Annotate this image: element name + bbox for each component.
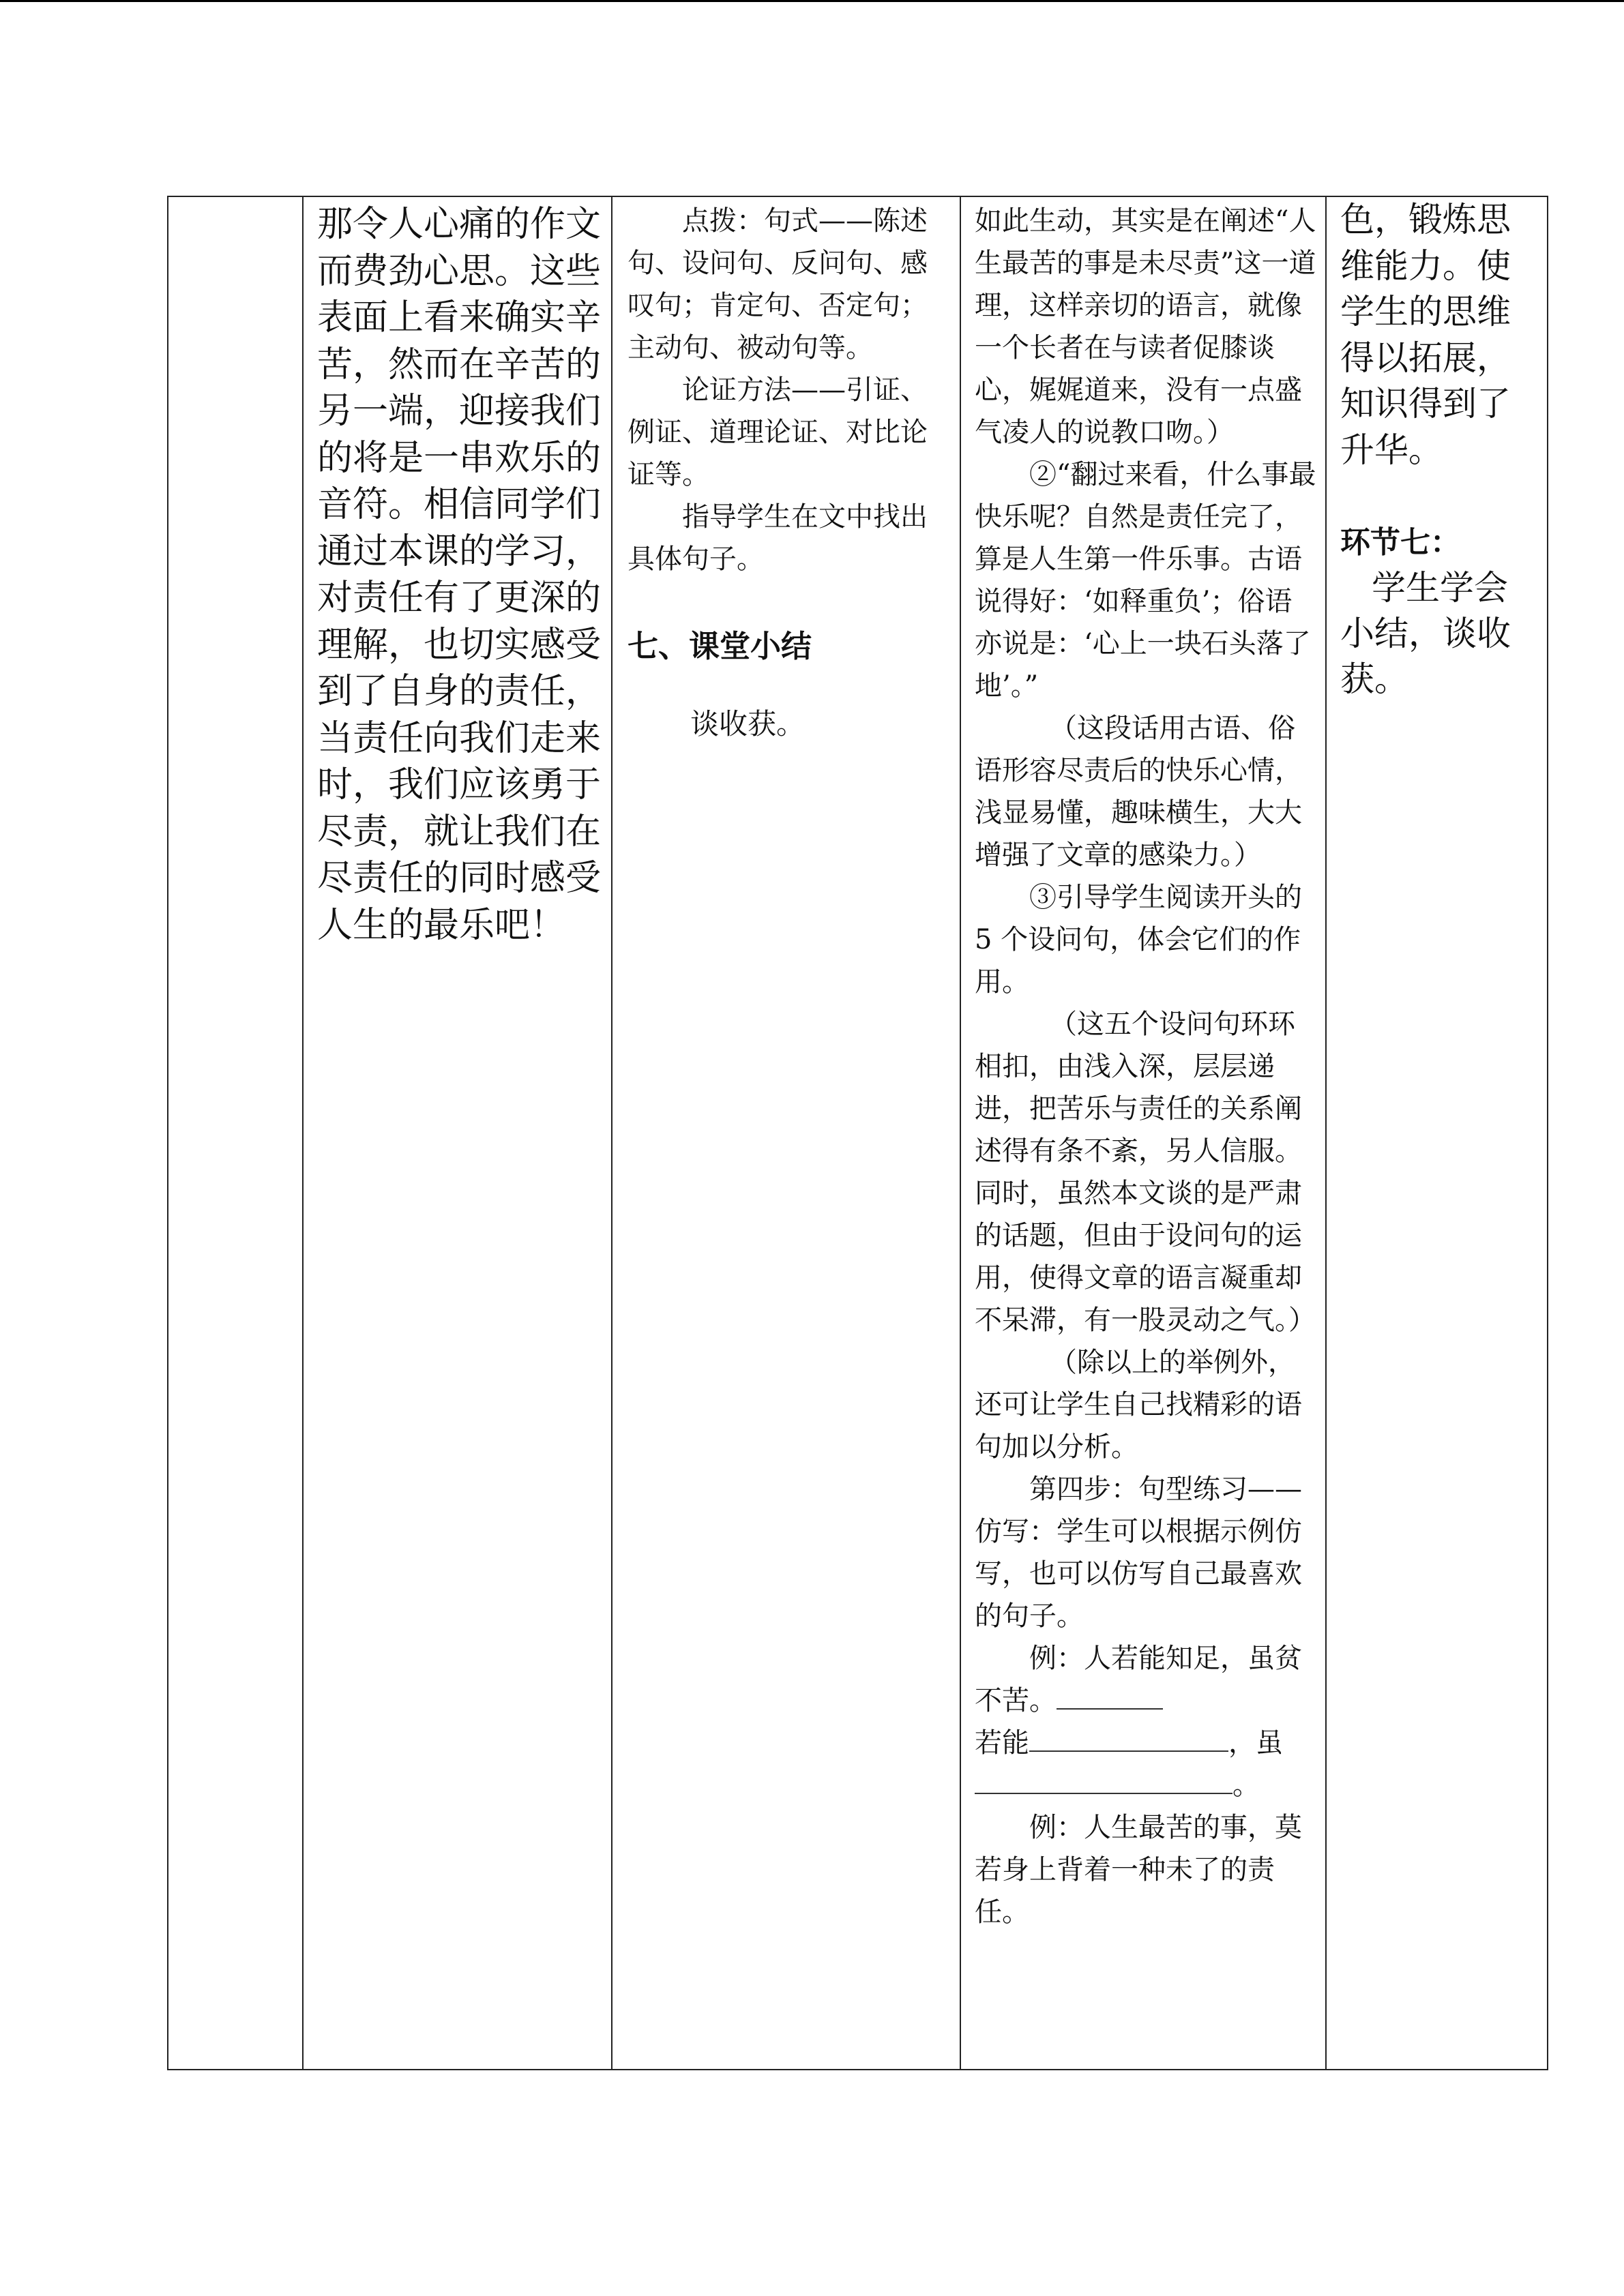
guidance-column-cell — [612, 196, 960, 2070]
analysis-column-cell — [960, 196, 1326, 2070]
guidance-paragraph-argument-methods: 论证方法——引证、例证、道理论证、对比论证等。 — [628, 374, 928, 490]
template-text-middle: ，虽 — [1228, 1727, 1283, 1759]
goal-stage-heading: 环节七： — [1340, 525, 1460, 560]
template-text-end: 。 — [1232, 1770, 1260, 1801]
imitation-example-2: 例：人生最苦的事，莫若身上背着一种未了的责任。 — [975, 1812, 1302, 1928]
analysis-paragraph-3: （这段话用古语、俗语形容尽责后的快乐心情，浅显易懂，趣味横生，大大增强了文章的感染力。） — [975, 713, 1302, 871]
imitation-example-1-text: 例：人若能知足，虽贫不苦。 — [975, 1643, 1302, 1716]
goal-stage-body: 学生学会小结，谈收获。 — [1340, 568, 1511, 699]
goal-paragraph: 色，锻炼思维能力。使学生的思维得以拓展，知识得到了升华。 — [1340, 200, 1511, 470]
analysis-paragraph-4: ③引导学生阅读开头的 5 个设问句，体会它们的作用。 — [975, 882, 1302, 998]
guidance-paragraph-sentence-types: 点拨：句式——陈述句、设问句、反问句、感叹句；肯定句、否定句；主动句、被动句等。 — [628, 205, 928, 363]
summary-column-cell — [303, 196, 612, 2070]
section-body-summary: 谈收获。 — [690, 707, 806, 741]
imitation-example-1-template-end — [975, 1764, 1317, 1806]
page-top-rule — [0, 0, 1624, 2]
imitation-example-1 — [975, 1637, 1317, 1722]
fill-blank-3 — [975, 1765, 1232, 1794]
imitation-example-1-template — [975, 1722, 1317, 1764]
fill-blank-2 — [1029, 1723, 1228, 1752]
guidance-paragraph-find-sentences: 指导学生在文中找出具体句子。 — [628, 501, 928, 575]
lesson-plan-table — [167, 196, 1548, 2070]
section-title-summary: 七、课堂小结 — [628, 628, 812, 664]
analysis-paragraph-6: （除以上的举例外，还可让学生自己找精彩的语句加以分析。 — [975, 1347, 1302, 1463]
stage-column-cell — [168, 196, 303, 2070]
analysis-paragraph-5: （这五个设问句环环相扣，由浅入深，层层递进，把苦乐与责任的关系阐述得有条不紊，另人信服。同时，虽然本文谈的是严肃的话题，但由于设问句的运用，使得文章的语言凝重却不呆滞，有一股灵动之气。） — [975, 1009, 1316, 1336]
analysis-paragraph-1: 如此生动，其实是在阐述“人生最苦的事是未尽责”这一道理，这样亲切的语言，就像一个长者在与读者促膝谈心，娓娓道来，没有一点盛气凌人的说教口吻。） — [975, 205, 1316, 448]
template-text-start: 若能 — [975, 1727, 1029, 1759]
analysis-paragraph-7: 第四步：句型练习——仿写：学生可以根据示例仿写，也可以仿写自己最喜欢的句子。 — [975, 1474, 1302, 1632]
table-row — [168, 196, 1548, 2070]
analysis-paragraph-2: ②“翻过来看，什么事最快乐呢？自然是责任完了，算是人生第一件乐事。古语说得好：‘如释重负’；俗语亦说是：‘心上一块石头落了地’。” — [975, 459, 1316, 702]
fill-blank-1 — [1057, 1681, 1163, 1710]
goal-column-cell — [1326, 196, 1548, 2070]
summary-paragraph: 那令人心痛的作文而费劲心思。这些表面上看来确实辛苦，然而在辛苦的另一端，迎接我们的将是一串欢乐的音符。相信同学们通过本课的学习，对责任有了更深的理解，也切实感受到了自身的责任，当责任向我们走来时，我们应该勇于尽责，就让我们在尽责任的同时感受人生的最乐吧！ — [317, 204, 602, 946]
